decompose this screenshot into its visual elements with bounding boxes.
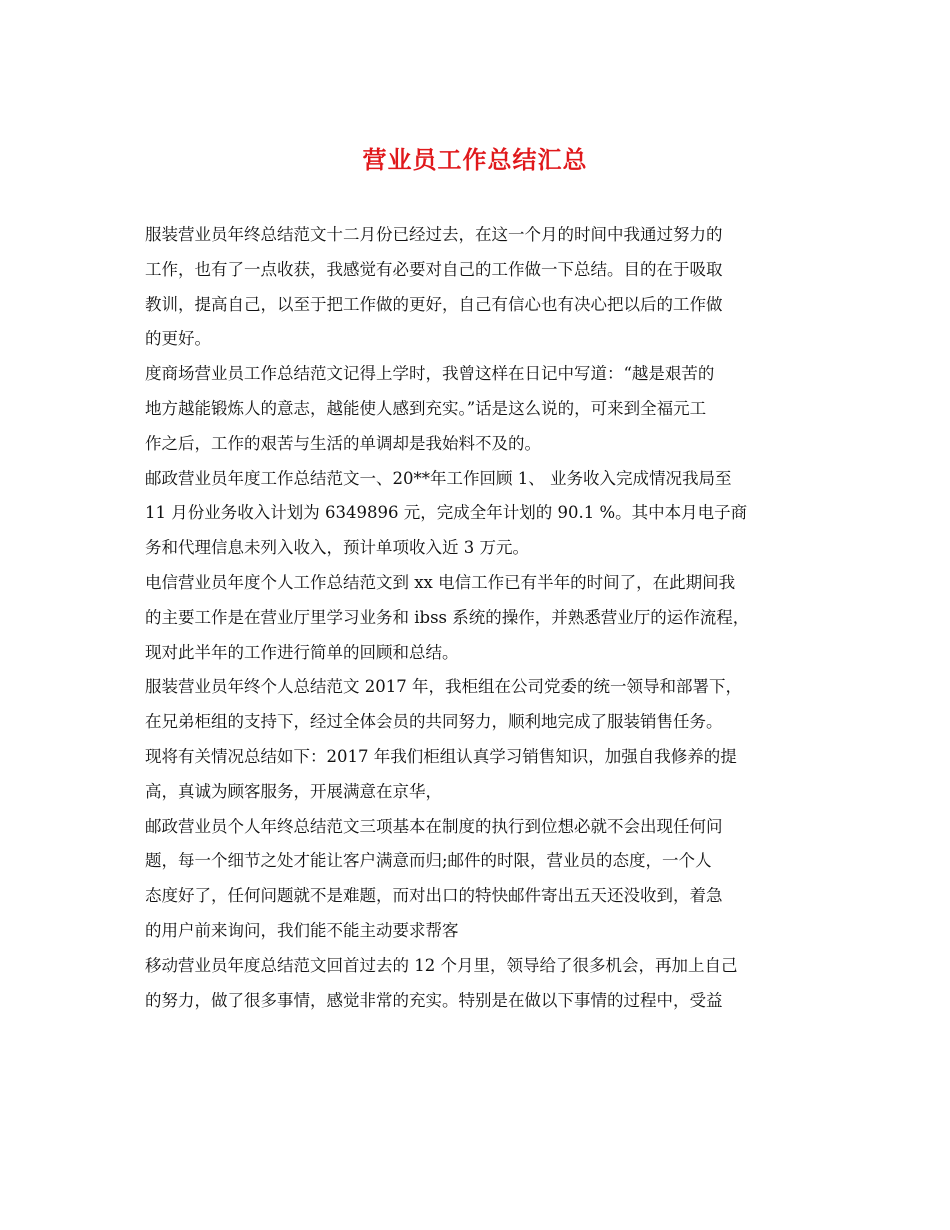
document-body (145, 218, 810, 1018)
body-line: 作之后，工作的艰苦与生活的单调却是我始料不及的。 (145, 433, 541, 453)
body-line: 地方越能锻炼人的意志，越能使人感到充实。”话是这么说的，可来到全福元工 (145, 398, 707, 418)
body-line: 的更好。 (145, 329, 211, 349)
body-line: 现对此半年的工作进行简单的回顾和总结。 (145, 642, 459, 662)
body-line: 现将有关情况总结如下：2017 年我们柜组认真学习销售知识，加强自我修养的提 (145, 746, 737, 766)
body-line: 务和代理信息未列入收入，预计单项收入近 3 万元。 (145, 538, 529, 558)
body-line: 11 月份业务收入计划为 6349896 元，完成全年计划的 90.1 %。其中本月电子商 (145, 503, 748, 523)
body-line: 移动营业员年度总结范文回首过去的 12 个月里，领导给了很多机会，再加上自己 (145, 955, 738, 975)
body-line: 服装营业员年终总结范文十二月份已经过去，在这一个月的时间中我通过努力的 (145, 225, 723, 244)
body-line: 题，每一个细节之处才能让客户满意而归;邮件的时限，营业员的态度，一个人 (145, 851, 712, 871)
body-line: 工作，也有了一点收获，我感觉有必要对自己的工作做一下总结。目的在于吸取 (145, 259, 723, 279)
body-line: 高，真诚为顾客服务，开展满意在京华， (145, 781, 442, 801)
body-line: 度商场营业员工作总结范文记得上学时，我曾这样在日记中写道：“越是艰苦的 (145, 364, 715, 384)
body-line: 邮政营业员个人年终总结范文三项基本在制度的执行到位想必就不会出现任何问 (145, 816, 723, 836)
body-line: 的努力，做了很多事情，感觉非常的充实。特别是在做以下事情的过程中，受益 (145, 990, 723, 1010)
body-line: 的用户前来询问，我们能不能主动要求帮客 (145, 920, 459, 940)
body-line: 电信营业员年度个人工作总结范文到 xx 电信工作已有半年的时间了，在此期间我 (145, 572, 736, 592)
body-line: 教训，提高自己，以至于把工作做的更好，自己有信心也有决心把以后的工作做 (145, 294, 723, 314)
body-line: 的主要工作是在营业厅里学习业务和 ibss 系统的操作，并熟悉营业厅的运作流程， (145, 607, 750, 627)
body-line: 在兄弟柜组的支持下，经过全体会员的共同努力，顺利地完成了服装销售任务。 (145, 712, 723, 732)
document-title: 营业员工作总结汇总 (362, 146, 588, 174)
body-line: 态度好了，任何问题就不是难题，而对出口的特快邮件寄出五天还没收到，着急 (145, 886, 723, 906)
body-line: 服装营业员年终个人总结范文 2017 年，我柜组在公司党委的统一领导和部署下， (145, 677, 742, 697)
body-line: 邮政营业员年度工作总结范文一、20**年工作回顾 1、 业务收入完成情况我局至 (145, 468, 732, 488)
